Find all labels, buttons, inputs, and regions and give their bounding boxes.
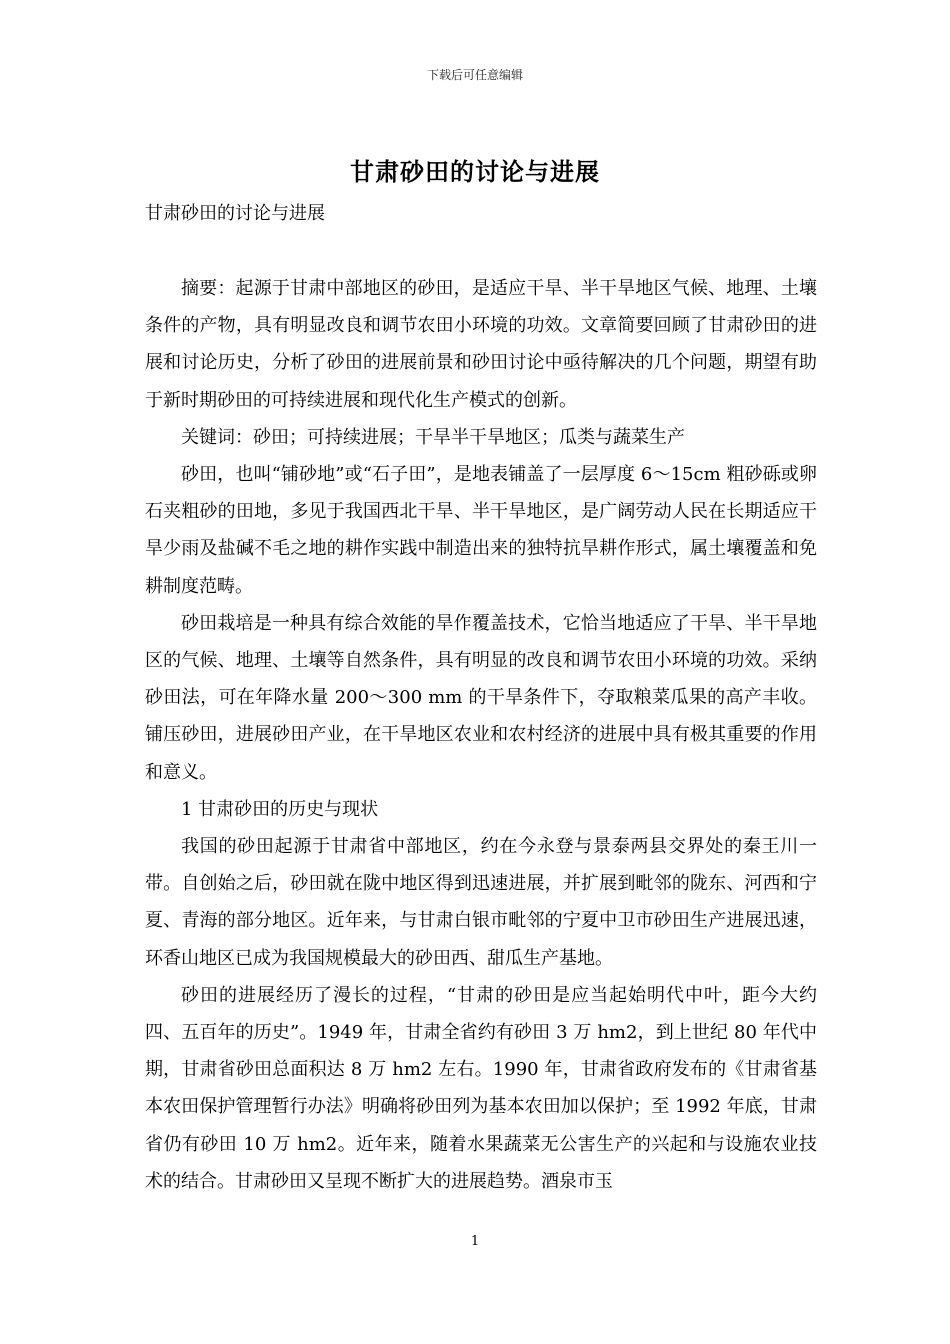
keywords-paragraph: 关键词：砂田；可持续进展；干旱半干旱地区；瓜类与蔬菜生产 [181,426,685,448]
body-paragraph: 我国的砂田起源于甘肃省中部地区，约在今永登与景泰两县交界处的秦王川一带。自创始之后，砂田就在陇中地区得到迅速进展，并扩展到毗邻的陇东、河西和宁夏、青海的部分地区。近年来，与甘肃白银市毗邻的宁夏中卫市砂田生产进展迅速，环香山地区已成为我国规模最大的砂田西、甜瓜生产基地。 [145,836,817,969]
body-paragraph: 砂田的进展经历了漫长的过程，“甘肃的砂田是应当起始明代中叶，距今大约四、五百年的历史”。1949 年，甘肃全省约有砂田 3 万 hm2，到上世纪 80 年代中期，甘肃省砂田总面积达 8 万 hm2 左右。1990 年，甘肃省政府发布的《甘肃省基本农田保护管理暂行办法》明确将砂田列为基本农田加以保护；至 1992 年底，甘肃省仍有砂田 10 万 hm2。近年来，随着水果蔬菜无公害生产的兴起和与设施农业技术的结合。甘肃砂田又呈现不断扩大的进展趋势。酒泉市玉 [145,984,817,1192]
document-body [145,270,817,1200]
abstract-paragraph: 摘要：起源于甘肃中部地区的砂田，是适应干旱、半干旱地区气候、地理、土壤条件的产物，具有明显改良和调节农田小环境的功效。文章简要回顾了甘肃砂田的进展和讨论历史，分析了砂田的进展前景和砂田讨论中亟待解决的几个问题，期望有助于新时期砂田的可持续进展和现代化生产模式的创新。 [145,278,817,411]
section-heading: 1 甘肃砂田的历史与现状 [181,798,379,820]
body-paragraph: 砂田，也叫“铺砂地”或“石子田”，是地表铺盖了一层厚度 6～15cm 粗砂砾或卵石夹粗砂的田地，多见于我国西北干旱、半干旱地区，是广阔劳动人民在长期适应干旱少雨及盐碱不毛之地的耕作实践中制造出来的独特抗旱耕作形式，属土壤覆盖和免耕制度范畴。 [145,464,817,597]
body-paragraph: 砂田栽培是一种具有综合效能的旱作覆盖技术，它恰当地适应了干旱、半干旱地区的气候、地理、土壤等自然条件，具有明显的改良和调节农田小环境的功效。采纳砂田法，可在年降水量 200～300 mm 的干旱条件下，夺取粮菜瓜果的高产丰收。铺压砂田，进展砂田产业，在干旱地区农业和农村经济的进展中具有极其重要的作用和意义。 [145,612,817,783]
document-title: 甘肃砂田的讨论与进展 [350,157,600,186]
document-subtitle: 甘肃砂田的讨论与进展 [145,203,325,224]
page-number: 1 [470,1234,480,1249]
header-note: 下载后可任意编辑 [426,68,523,82]
